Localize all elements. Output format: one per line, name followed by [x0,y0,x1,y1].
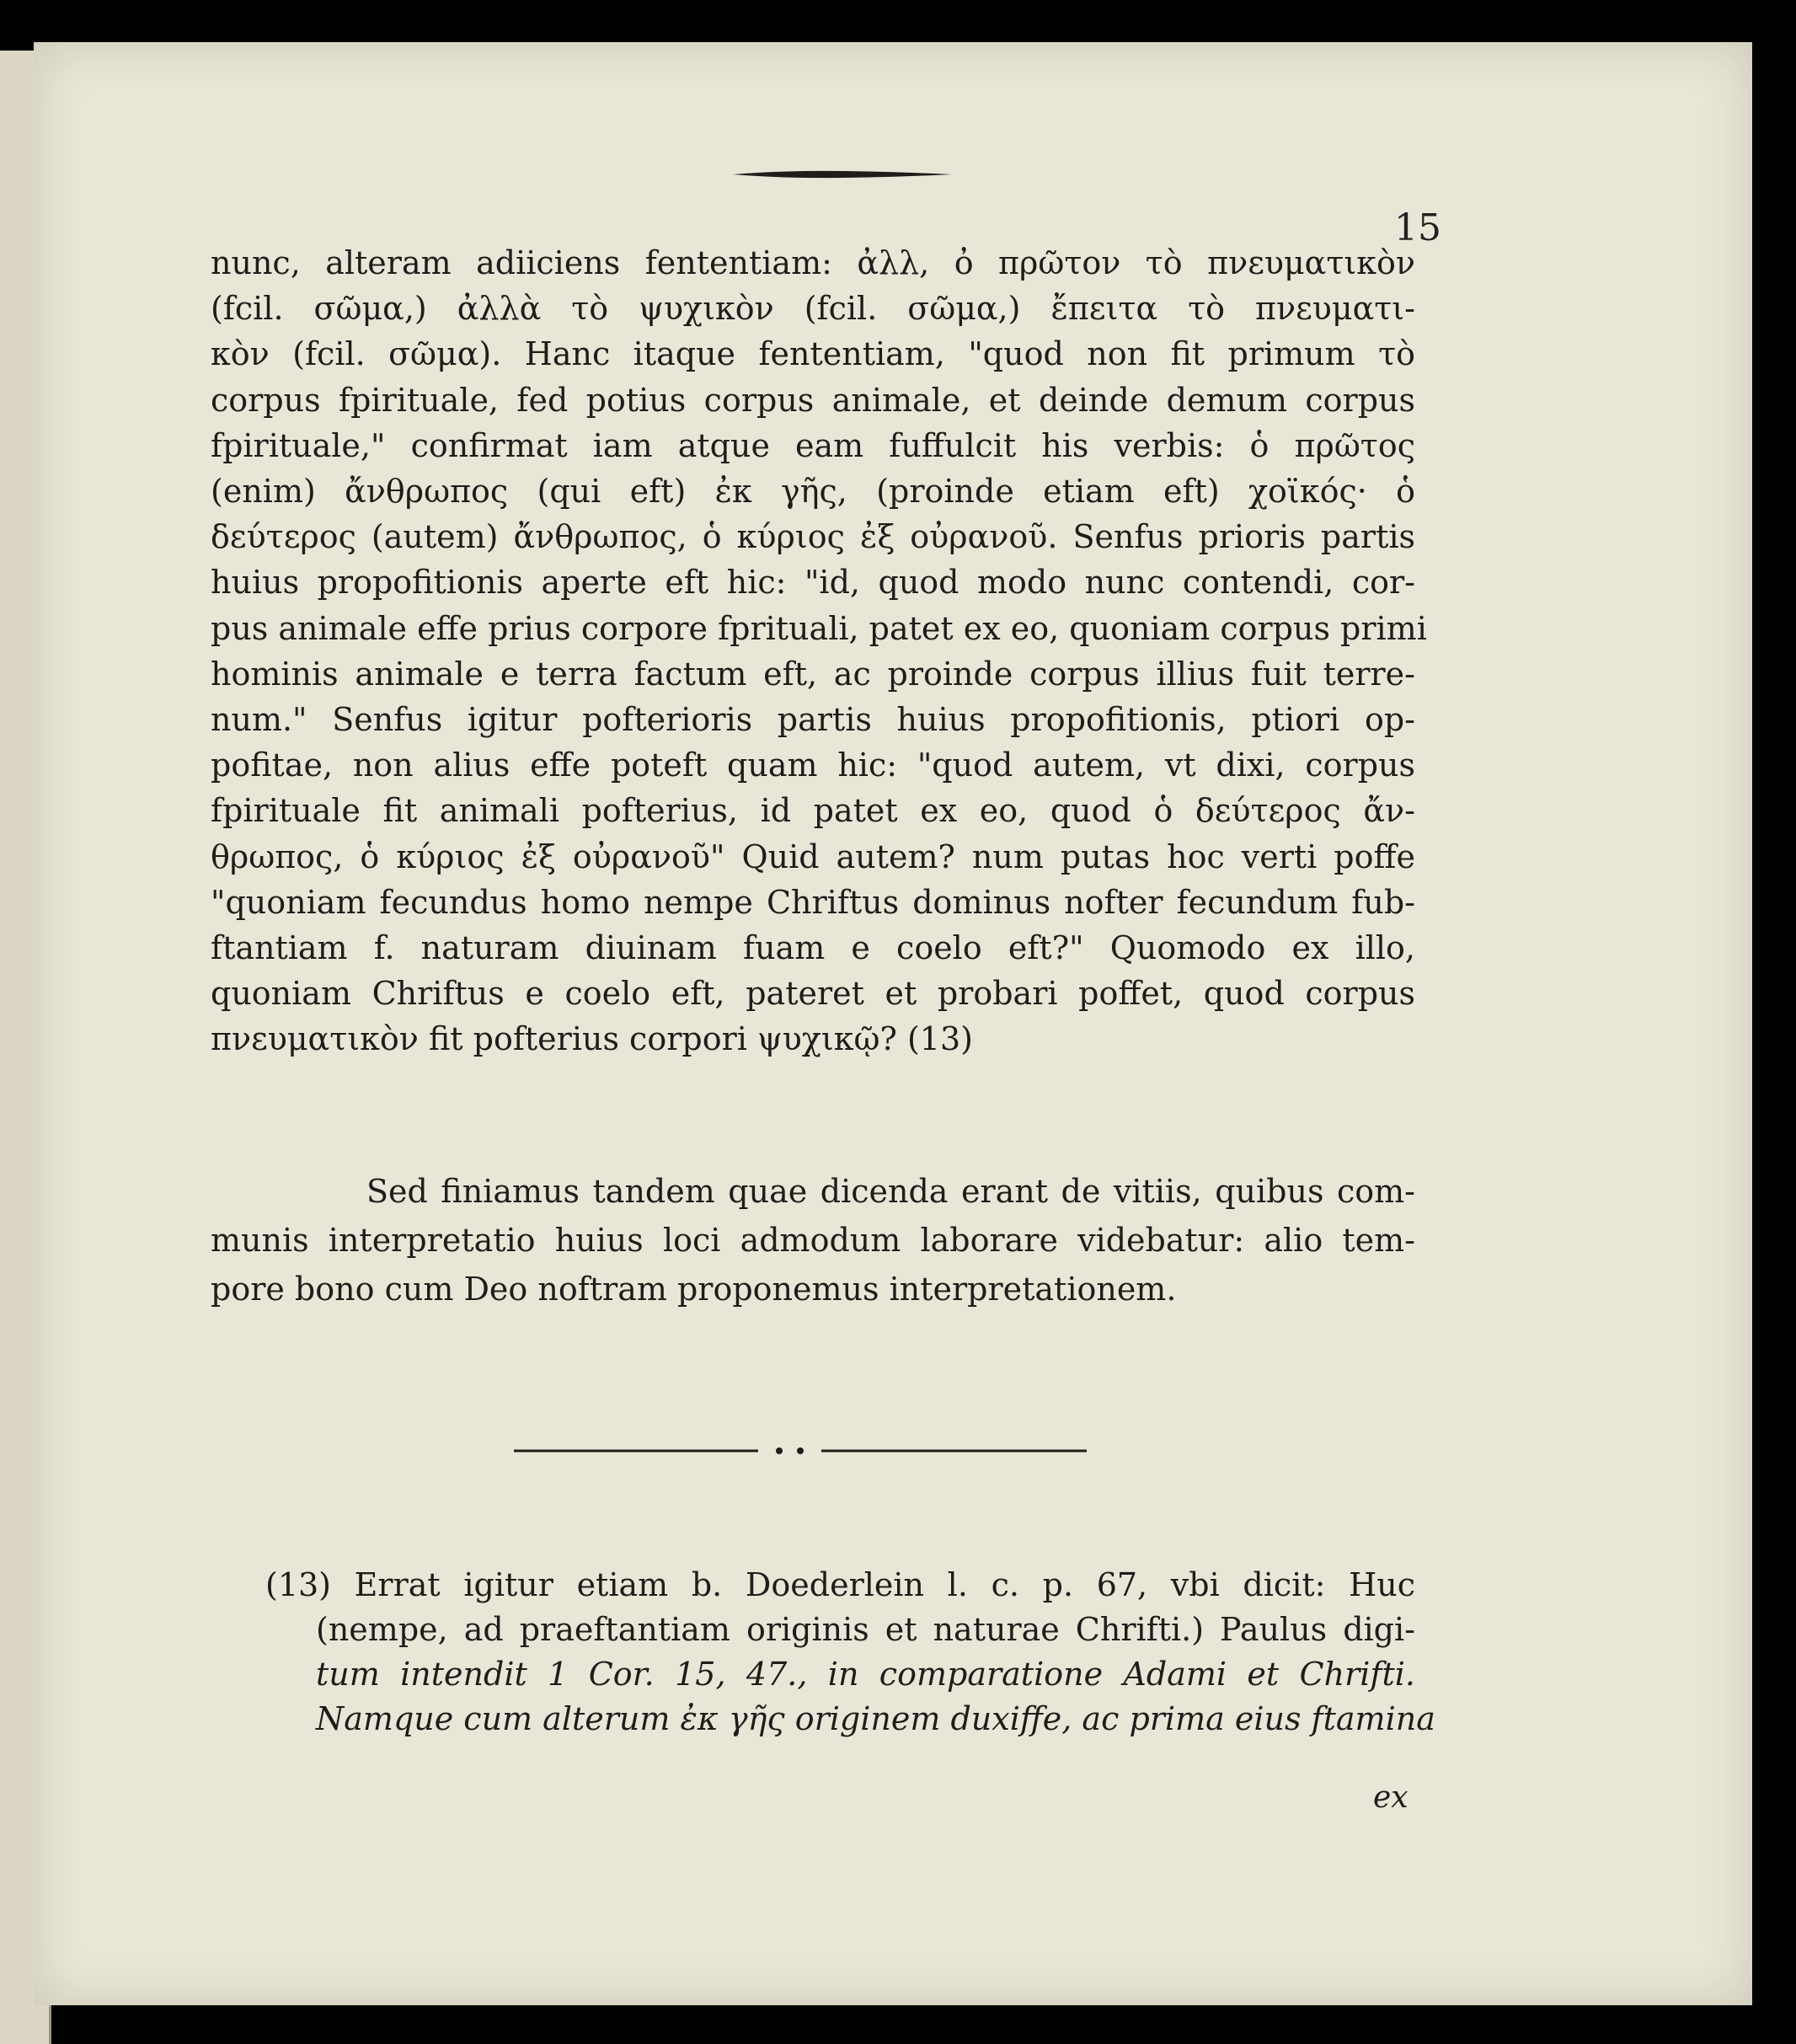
text-line: hominis animale e terra factum eft, ac proinde corpus illius fuit terre- [211,655,1415,693]
text-line: munis interpretatio huius loci admodum laborare videbatur: alio tem- [211,1222,1415,1259]
text-line: fpirituale," confirmat iam atque eam fuffulcit his verbis: ὁ πρῶτος [211,426,1415,464]
text-line: num." Senfus igitur pofterioris partis huius propofitionis, ptiori op- [211,701,1415,739]
text-line: (fcil. σῶμα,) ἀλλὰ τὸ ψυχικὸν (fcil. σῶμα,) ἔπειτα τὸ πνευματι- [211,290,1415,328]
text-line: quoniam Chriftus e coelo eft, pateret et probari poffet, quod corpus [211,975,1415,1013]
section-divider [514,1445,1087,1457]
text-line: nunc, alteram adiiciens fententiam: ἀλλ, ὀ πρῶτον τὸ πνευματικὸν [211,244,1415,281]
footnote-line: (nempe, ad praeftantiam originis et naturae Chrifti.) Paulus digi- [316,1611,1415,1648]
text-line: pofitae, non alius effe poteft quam hic: "quod autem, vt dixi, corpus [211,746,1415,784]
page-number: 15 [1394,206,1441,249]
catchword: ex [1373,1780,1408,1815]
main-paragraph [211,240,1427,1062]
text-line: (enim) ἄνθρωπος (qui eft) ἐκ γῆς, (proinde etiam eft) χοϊκός· ὁ [211,473,1415,511]
text-line: πνευματικὸν fit pofterius corpori ψυχικῷ? (13) [211,1020,973,1058]
footnote [265,1563,1435,1742]
footnote-line: tum intendit 1 Cor. 15, 47., in comparatione Adami et Chrifti. [316,1656,1415,1693]
text-line: corpus fpirituale, fed potius corpus animale, et deinde demum corpus [211,381,1415,419]
text-line: fpirituale fit animali pofterius, id patet ex eo, quod ὁ δεύτερος ἄν- [211,792,1415,830]
text-line: Sed finiamus tandem quae dicenda erant de vitiis, quibus com- [366,1173,1415,1210]
footnote-line: Namque cum alterum ἐκ γῆς originem duxiffe, ac prima eius ftamina [316,1700,1435,1737]
text-line: huius propofitionis aperte eft hic: "id, quod modo nunc contendi, cor- [211,564,1415,602]
text-line: "quoniam fecundus homo nempe Chriftus dominus nofter fecundum fub- [211,883,1415,921]
text-line: δεύτερος (autem) ἄνθρωπος, ὁ κύριος ἐξ οὐρανοῦ. Senfus prioris partis [211,518,1415,556]
text-line: θρωπος, ὁ κύριος ἐξ οὐρανοῦ" Quid autem? num putas hoc verti poffe [211,837,1415,875]
text-line: κὸν (fcil. σῶμα). Hanc itaque fententiam, "quod non fit primum τὸ [211,335,1415,373]
footnote-line: (13) Errat igitur etiam b. Doederlein l. c. p. 67, vbi dicit: Huc [265,1566,1415,1603]
header-ornament [733,169,952,180]
closing-paragraph [211,1167,1415,1314]
text-line: pus animale effe prius corpore fprituali, patet ex eo, quoniam corpus primi [211,609,1427,647]
text-line: pore bono cum Deo noftram proponemus interpretationem. [211,1271,1177,1308]
text-line: ftantiam f. naturam diuinam fuam e coelo eft?" Quomodo ex illo, [211,929,1415,967]
